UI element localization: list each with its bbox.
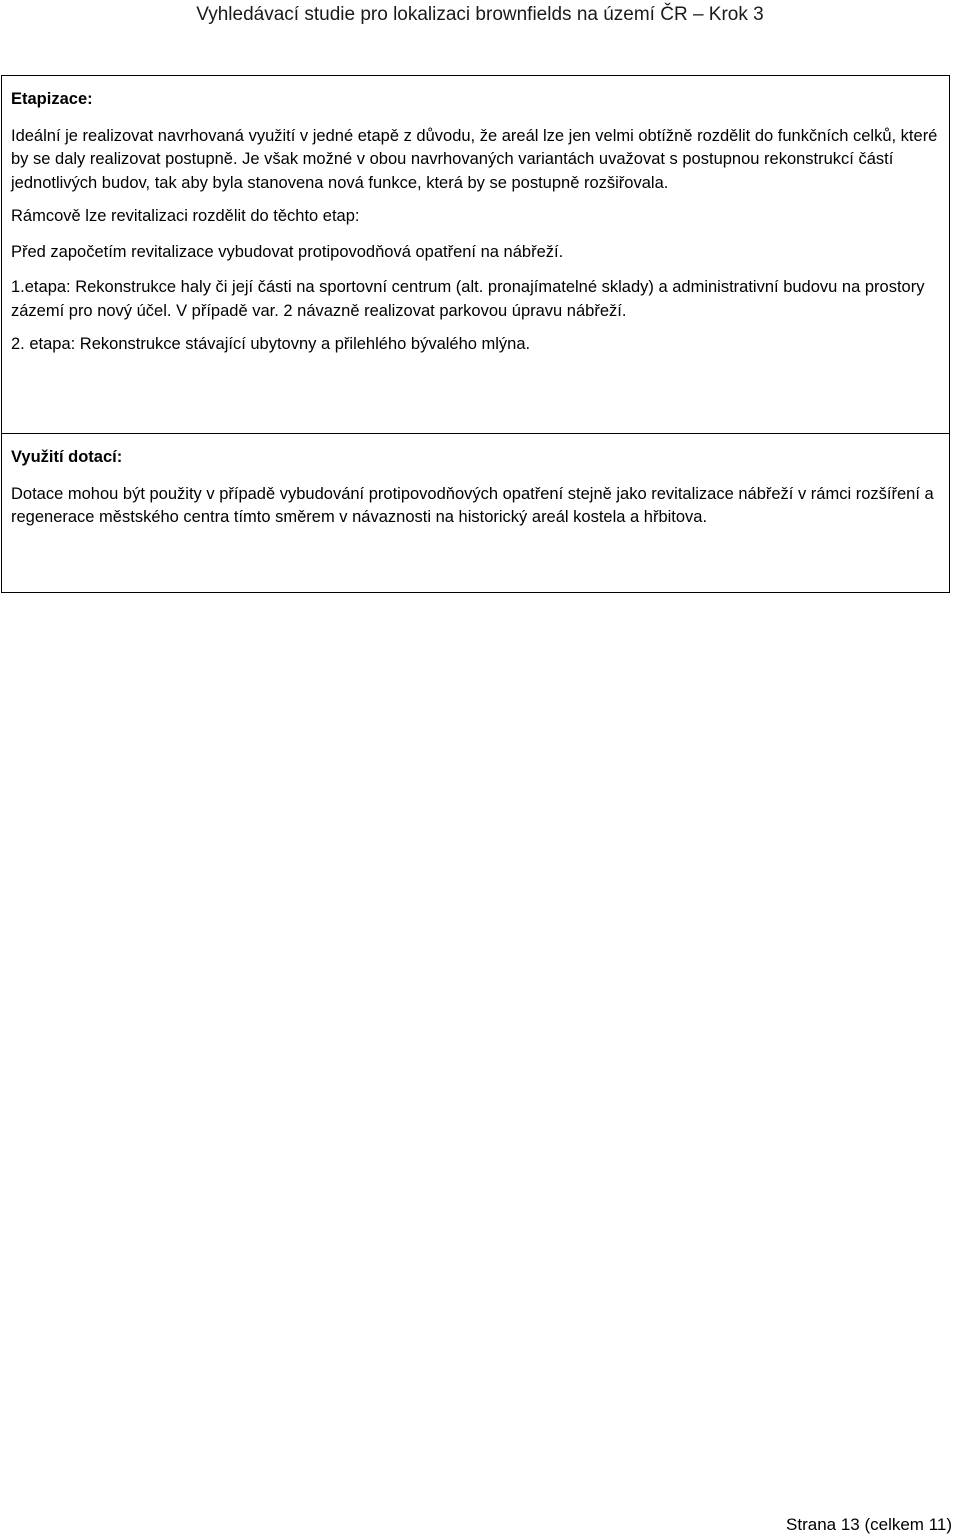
etapizace-paragraph-stage-2: 2. etapa: Rekonstrukce stávající ubytovny a přilehlého bývalého mlýna. (11, 335, 531, 353)
dotace-paragraph: Dotace mohou být použity v případě vybudování protipovodňových opatření stejně jako revitalizace nábřeží v rámci rozšíření a regenerace městského centra tímto směrem v návaznosti na historický areál kostela a hřbitova. (11, 484, 934, 526)
etapizace-paragraph-preparation: Před započetím revitalizace vybudovat protipovodňová opatření na nábřeží. (11, 242, 564, 261)
dotace-section (1, 433, 950, 593)
etapizace-content (2, 76, 949, 357)
page-number: Strana 13 (celkem 11) (786, 1515, 952, 1534)
etapizace-paragraph-intro: Ideální je realizovat navrhovaná využití v jedné etapě z důvodu, že areál lze jen velmi obtížně rozdělit do funkčních celků, které by se daly realizovat postupně. Je však možné v obou navrhovaných variantách uvažovat s postupnou rekonstrukcí částí jednotlivých budov, tak aby byla stanovena nová funkce, která by se postupně rozšiřovala. (11, 126, 938, 192)
etapizace-paragraph-stage-1: 1.etapa: Rekonstrukce haly či její části na sportovní centrum (alt. pronajímatelné sklady) a administrativní budovu na prostory zázemí pro nový účel. V případě var. 2 návazně realizovat parkovou úpravu nábřeží. (11, 278, 925, 320)
dotace-content (2, 434, 949, 530)
dotace-title: Využití dotací: (11, 448, 123, 466)
etapizace-paragraph-framework: Rámcově lze revitalizaci rozdělit do těchto etap: (11, 207, 360, 225)
etapizace-title: Etapizace: (11, 90, 93, 108)
page-header: Vyhledávací studie pro lokalizaci brownfields na území ČR – Krok 3 (196, 4, 764, 25)
etapizace-section (1, 75, 950, 434)
